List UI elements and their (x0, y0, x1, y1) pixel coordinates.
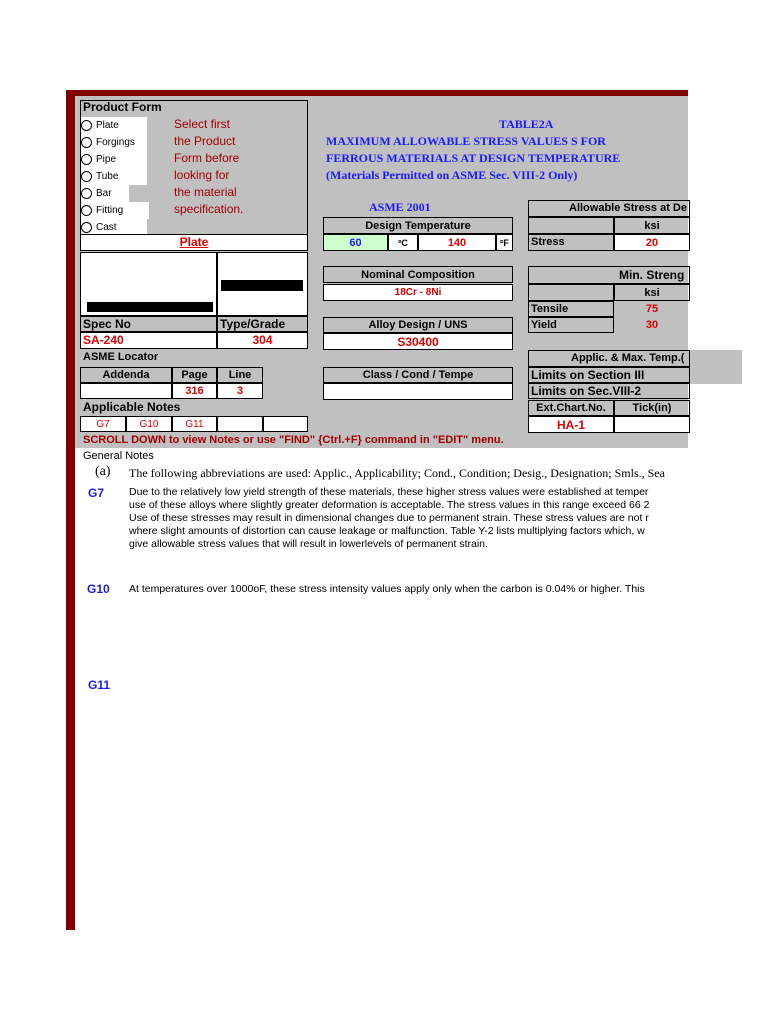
radio-circle-icon (81, 222, 92, 233)
product-form-radio-group (81, 117, 173, 236)
radio-circle-icon (81, 137, 92, 148)
addenda-label: Addenda (80, 367, 172, 383)
tick-value (614, 416, 690, 433)
spec-no-listbox[interactable] (80, 252, 217, 316)
stress-row-label: Stress (528, 234, 614, 251)
listbox-selection-bar (87, 302, 213, 312)
min-strength-label: Min. Streng (528, 266, 690, 284)
table-title-line3: FERROUS MATERIALS AT DESIGN TEMPERATURE (326, 151, 621, 165)
note-a-text: The following abbreviations are used: Applic., Applicability; Cond., Condition; Desig., Designation; Smls., Sea (129, 466, 665, 480)
radio-circle-icon (81, 154, 92, 165)
type-grade-label: Type/Grade (217, 316, 308, 332)
radio-pipe[interactable]: Pipe (81, 151, 147, 168)
table-title-line4: (Materials Permitted on ASME Sec. VIII-2 Only) (326, 168, 578, 182)
limits-section-viii: Limits on Sec.VIII-2 (528, 383, 690, 399)
spec-no-label: Spec No (80, 316, 217, 332)
listbox-selection-bar (221, 280, 303, 291)
note-a-label: (a) (95, 464, 111, 479)
form-panel-extension (688, 350, 742, 384)
design-temperature-label: Design Temperature (323, 217, 513, 234)
note-g7-label: G7 (88, 486, 105, 500)
min-strength-unit: ksi (614, 284, 690, 301)
alloy-design-label: Alloy Design / UNS (323, 317, 513, 333)
applicable-notes-heading: Applicable Notes (83, 400, 181, 414)
tensile-label: Tensile (528, 301, 614, 317)
asme-edition: ASME 2001 (369, 200, 431, 214)
line-value: 3 (217, 383, 263, 399)
radio-tube[interactable]: Tube (81, 168, 147, 185)
table-title-line2: MAXIMUM ALLOWABLE STRESS VALUES S FOR (326, 134, 606, 148)
general-notes-heading: General Notes (83, 450, 154, 462)
tensile-value: 75 (645, 303, 659, 315)
line-label: Line (217, 367, 263, 383)
table-title: TABLE2A (499, 117, 554, 131)
sheet-frame-left (66, 90, 75, 930)
scroll-down-message: SCROLL DOWN to view Notes or use "FIND" {Ctrl.+F} command in "EDIT" menu. (83, 434, 504, 446)
celsius-unit: ºC (388, 234, 418, 251)
radio-plate[interactable]: Plate (81, 117, 147, 134)
applic-max-temp-label: Applic. & Max. Temp.( (528, 350, 690, 367)
applicable-note-1: G7 (80, 416, 126, 432)
min-strength-blank (528, 284, 614, 301)
radio-circle-icon (81, 205, 92, 216)
ext-chart-label: Ext.Chart.No. (528, 400, 614, 416)
note-g7-text: Due to the relatively low yield strength of these materials, these higher stress values were established at temper use of these alloys where slightly greater deformation is acceptable. The stress values in this range exceed 66 2 Use of these stresses may result in dimensional changes due to permanent strain. These stress values are not r where slight amounts of distortion can cause leakage or malfunction. Table Y-2 lists multiplying factors which, w give allowable stress values that will result in lowerlevels of permanent strain. (129, 486, 650, 550)
page-value: 316 (172, 383, 217, 399)
radio-circle-icon (81, 171, 92, 182)
applicable-note-3: G11 (172, 416, 217, 432)
selected-product-form[interactable]: Plate (80, 234, 308, 251)
alloy-design-value: S30400 (323, 333, 513, 350)
design-temp-c-input[interactable]: 60 (323, 234, 388, 251)
nominal-composition-label: Nominal Composition (323, 266, 513, 283)
applicable-note-5 (263, 416, 308, 432)
product-form-instructions: Select first the Product Form before looking for the material specification. (174, 117, 244, 216)
radio-bar[interactable]: Bar (81, 185, 129, 202)
radio-fitting[interactable]: Fitting (81, 202, 149, 219)
stress-value: 20 (614, 234, 690, 251)
ext-chart-value: HA-1 (528, 416, 614, 433)
class-cond-value (323, 383, 513, 400)
radio-forgings[interactable]: Forgings (81, 134, 147, 151)
class-cond-label: Class / Cond / Tempe (323, 367, 513, 383)
page-label: Page (172, 367, 217, 383)
limits-section-iii: Limits on Section III (528, 367, 690, 383)
applicable-note-2: G10 (126, 416, 172, 432)
note-g10-text: At temperatures over 1000oF, these stress intensity values apply only when the carbon is 0.04% or higher. This (129, 583, 645, 595)
yield-value: 30 (645, 319, 659, 331)
type-grade-listbox[interactable] (217, 252, 308, 316)
note-g10-label: G10 (87, 582, 110, 596)
yield-label: Yield (528, 317, 614, 333)
design-temp-f-value: 140 (418, 234, 496, 251)
type-grade-value: 304 (217, 332, 308, 349)
radio-circle-icon (81, 188, 92, 199)
tick-label: Tick(in) (614, 400, 690, 416)
allowable-stress-unit: ksi (614, 217, 690, 234)
fahrenheit-unit: ºF (496, 234, 513, 251)
product-form-heading: Product Form (83, 100, 162, 114)
radio-cast[interactable]: Cast (81, 219, 147, 236)
allowable-stress-blank (528, 217, 614, 234)
note-g11-label: G11 (88, 678, 111, 692)
allowable-stress-label: Allowable Stress at De (528, 200, 690, 217)
radio-circle-icon (81, 120, 92, 131)
spec-no-value: SA-240 (80, 332, 217, 349)
addenda-value (80, 383, 172, 399)
applicable-note-4 (217, 416, 263, 432)
asme-locator-heading: ASME Locator (83, 351, 159, 363)
nominal-composition-value: 18Cr - 8Ni (323, 284, 513, 301)
